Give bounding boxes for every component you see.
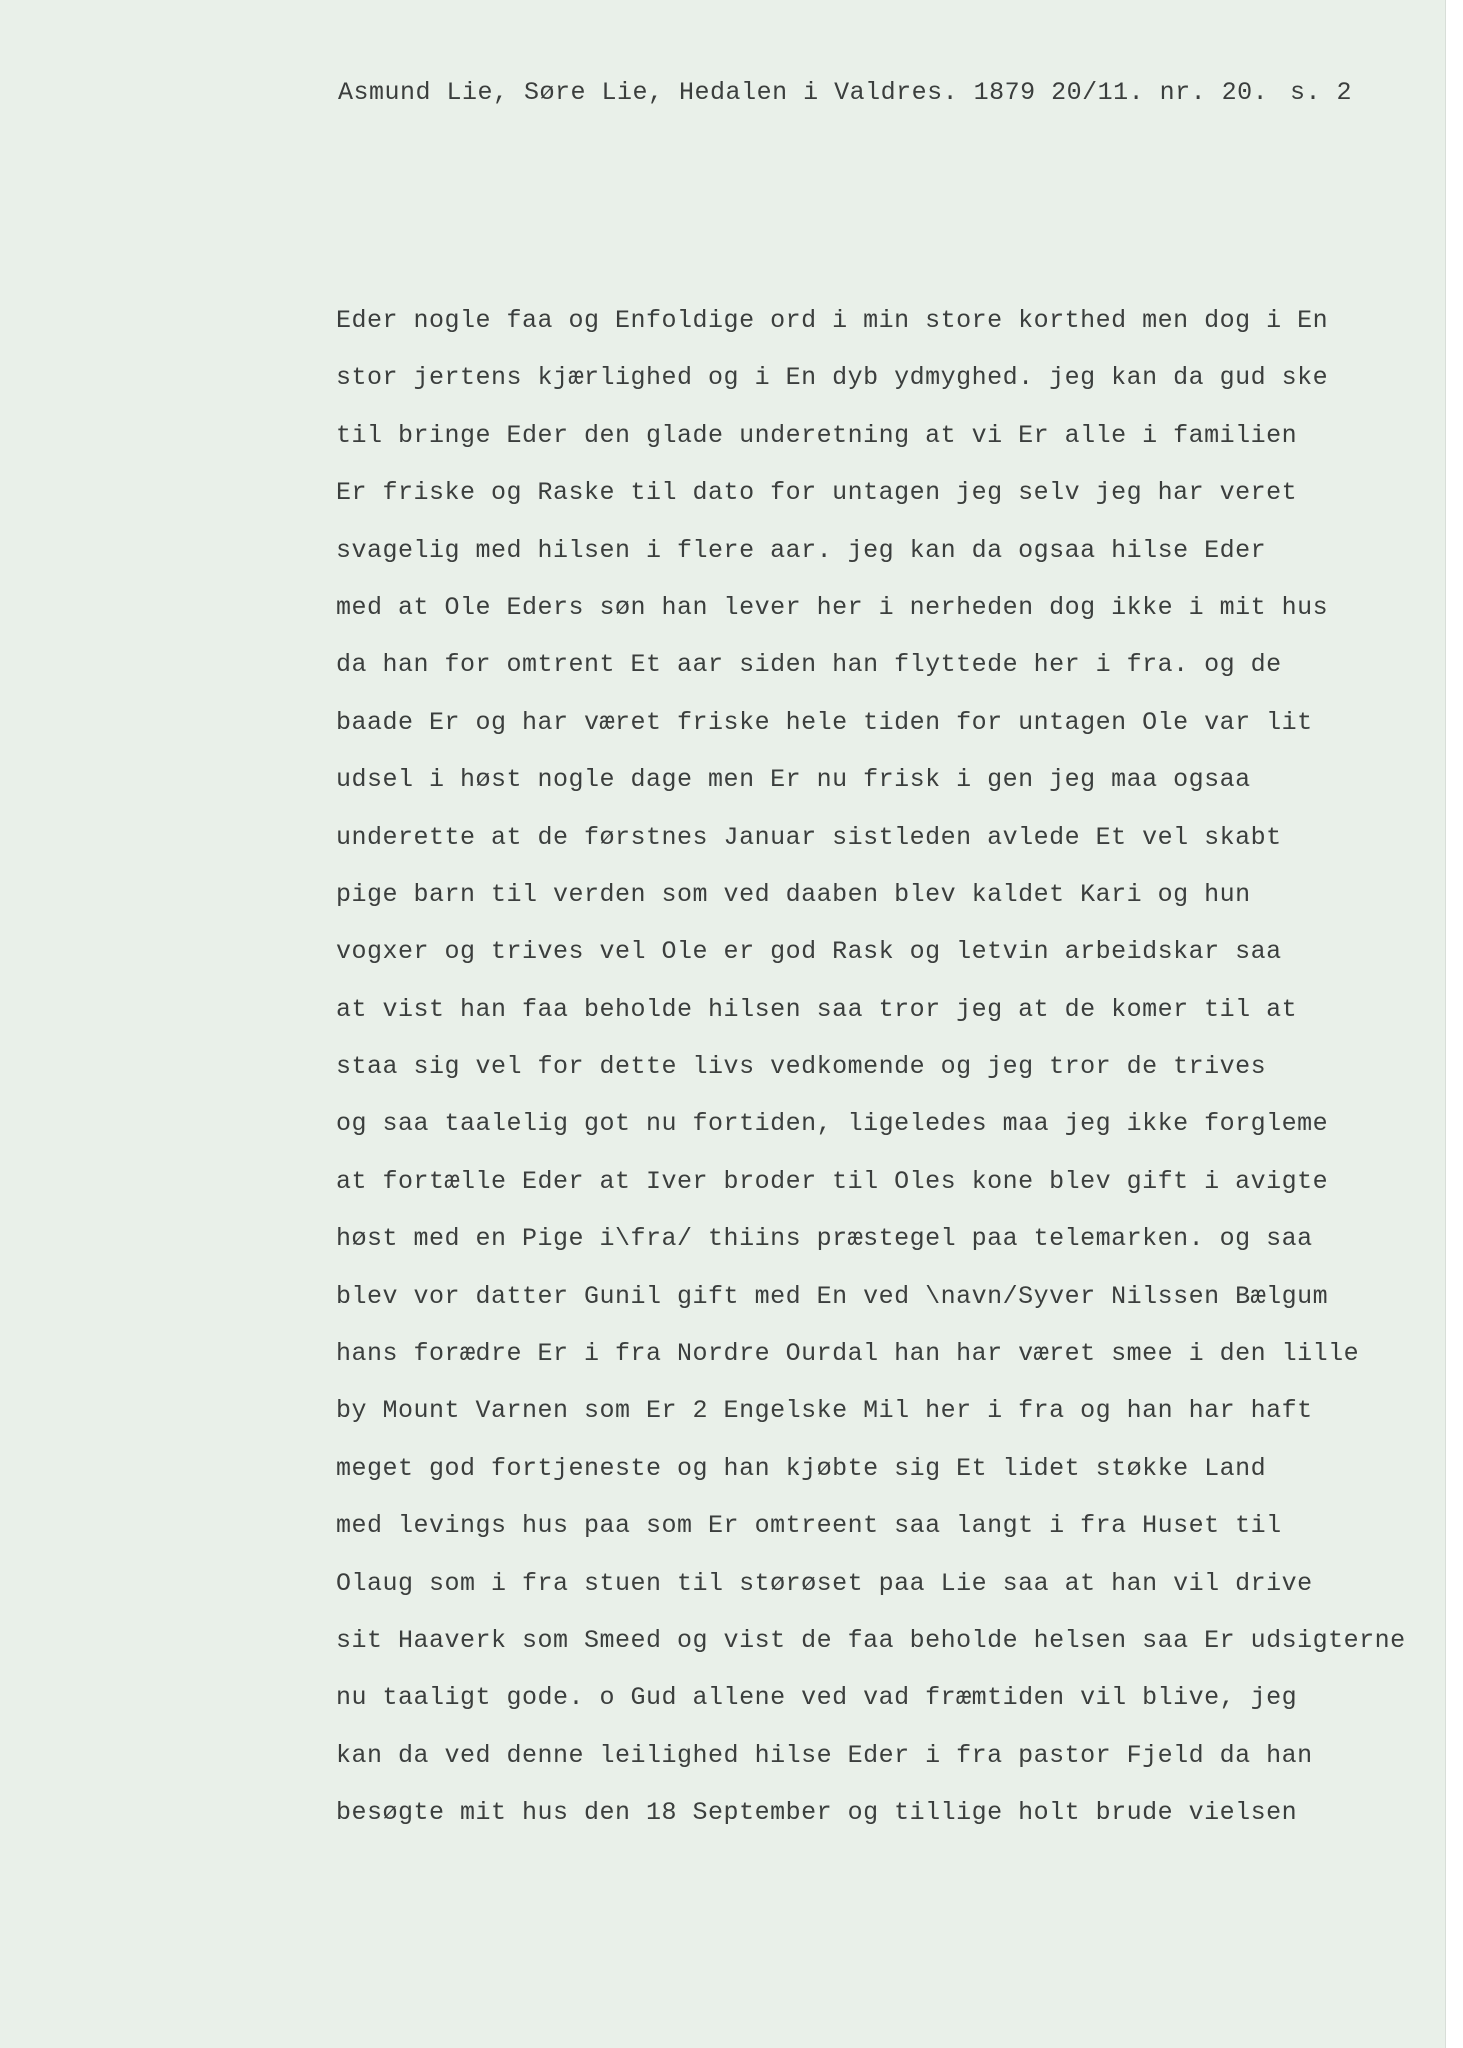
text-line: staa sig vel for dette livs vedkomende og jeg tror de trives [336,1052,1267,1082]
text-line: Eder nogle faa og Enfoldige ord i min store korthed men dog i En [336,306,1329,335]
text-line: by Mount Varnen som Er 2 Engelske Mil her i fra og han har haft [336,1396,1313,1426]
text-line: og saa taalelig got nu fortiden, ligeledes maa jeg ikke forgleme [336,1109,1329,1139]
text-line: blev vor datter Gunil gift med En ved \navn/Syver Nilssen Bælgum [336,1281,1329,1311]
text-line: vogxer og trives vel Ole er god Rask og letvin arbeidskar saa [336,937,1282,967]
text-line: kan da ved denne leilighed hilse Eder i fra pastor Fjeld da han [336,1740,1313,1770]
text-line: med levings hus paa som Er omtreent saa langt i fra Huset til [336,1511,1282,1541]
text-line: svagelig med hilsen i flere aar. jeg kan da ogsaa hilse Eder [336,535,1267,565]
text-line: Olaug som i fra stuen til størøset paa Lie saa at han vil drive [336,1568,1313,1598]
letter-body [336,304,1406,1854]
text-line: stor jertens kjærlighed og i En dyb ydmyghed. jeg kan da gud ske [336,363,1329,393]
document-header: Asmund Lie, Søre Lie, Hedalen i Valdres. 1879 20/11. nr. 20. [338,78,1269,107]
text-line: med at Ole Eders søn han lever her i nerheden dog ikke i mit hus [336,592,1329,622]
text-line: da han for omtrent Et aar siden han flyttede her i fra. og de [336,650,1282,680]
text-line: nu taaligt gode. o Gud allene ved vad fræmtiden vil blive, jeg [336,1683,1298,1713]
text-line: udsel i høst nogle dage men Er nu frisk i gen jeg maa ogsaa [336,765,1251,795]
text-line: til bringe Eder den glade underetning at vi Er alle i familien [336,420,1298,450]
text-line: høst med en Pige i\fra/ thiins præstegel paa telemarken. og saa [336,1224,1313,1254]
text-line: Er friske og Raske til dato for untagen jeg selv jeg har veret [336,478,1298,508]
text-line: baade Er og har været friske hele tiden for untagen Ole var lit [336,707,1313,737]
text-line: hans forædre Er i fra Nordre Ourdal han har været smee i den lille [336,1339,1360,1369]
text-line: meget god fortjeneste og han kjøbte sig Et lidet støkke Land [336,1453,1267,1483]
text-line: at vist han faa beholde hilsen saa tror jeg at de komer til at [336,994,1298,1024]
text-line: sit Haaverk som Smeed og vist de faa beholde helsen saa Er udsigterne [336,1625,1406,1655]
text-line: at fortælle Eder at Iver broder til Oles kone blev gift i avigte [336,1166,1329,1196]
text-line: pige barn til verden som ved daaben blev kaldet Kari og hun [336,879,1251,909]
page-number: s. 2 [1290,78,1353,107]
text-line: underette at de førstnes Januar sistleden avlede Et vel skabt [336,822,1282,852]
text-line: besøgte mit hus den 18 September og tillige holt brude vielsen [336,1798,1298,1828]
